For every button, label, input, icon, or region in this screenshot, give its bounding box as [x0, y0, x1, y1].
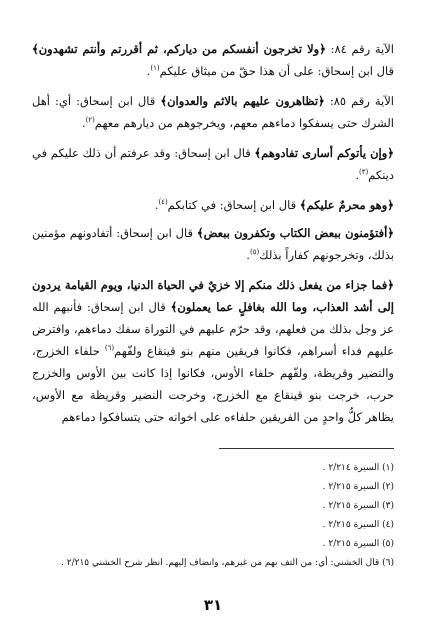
paragraph-verse-85 [32, 90, 394, 134]
sentence-end: . [146, 64, 151, 78]
commentary-text: قال ابن إسحاق: في كتابكم [167, 198, 300, 212]
footnote-4: (٤) السيرة ٢/٢١٥ . [322, 520, 394, 530]
footnote-5: (٥) السيرة ٢/٢١٥ . [322, 539, 394, 549]
quran-quote: ﴿ولا تخرجون أنفسكم من دياركم، ثم أقررتم وأنتم تشهدون﴾ [32, 42, 326, 56]
footnote-ref: (٥) [249, 248, 260, 257]
sentence-end: . [154, 198, 159, 212]
quran-quote: ﴿تظاهرون عليهم بالاثم والعدوان﴾ [160, 94, 325, 108]
commentary-text: قال ابن إسحاق: أتفادونهم مؤمنين بذلك، وتخرجونهم كفاراً بذلك [32, 226, 394, 262]
commentary-text: قال ابن إسحاق: فأنبهم الله عز وجل بذلك من فعلهم، وقد حرّم عليهم في التوراة سفك دماءهم، وافترض عليهم فداء أسراهم، فكانوا فريقين منهم بنو قينقاع ولفّهم [32, 300, 394, 358]
sentence-end: . [355, 168, 359, 182]
footnotes [32, 459, 394, 573]
quran-quote: ﴿وهو محرمٌ عليكم﴾ [299, 198, 394, 212]
paragraph-believe-part [32, 222, 394, 266]
footnote-ref: (٣) [358, 168, 369, 177]
footnote-6: (٦) قال الخشني: أي: من التف بهم من غيرهم، وانضاف إليهم. انظر شرح الخشني ٢/٢١٥ . [61, 558, 394, 568]
footnote-2: (٢) السيرة ٢/٢١٥ . [322, 482, 394, 492]
footnote-3: (٣) السيرة ٢/٢١٥ . [322, 501, 394, 511]
quran-quote: ﴿أفتؤمنون ببعض الكتاب وتكفرون ببعض﴾ [196, 226, 395, 240]
verse-label: الآية رقم ٨٥: [324, 94, 394, 108]
footnote-divider [219, 448, 394, 449]
quran-quote: ﴿وإن يأتوكم أسارى تفادوهم﴾ [254, 146, 394, 160]
footnote-ref: (٢) [85, 116, 95, 125]
paragraph-captives [32, 142, 394, 186]
quran-quote: ﴿فما جزاء من يفعل ذلك منكم إلا خزيٌ في الحياة الدنيا، ويوم القيامة يردون إلى أشد العذاب، وما الله بغافلٍ عما يعملون﴾ [32, 278, 394, 314]
paragraph-forbidden [32, 194, 394, 216]
verse-label: الآية رقم ٨٤: [325, 42, 394, 56]
footnote-ref: (٤) [158, 198, 168, 207]
commentary-text: قال ابن إسحاق: على أن هذا حقّ من ميثاق عليكم [159, 64, 394, 78]
sentence-end: . [81, 116, 86, 130]
footnote-1: (١) السيرة ٢/٢١٤ . [322, 463, 394, 473]
sentence-end: . [246, 248, 250, 262]
paragraph-verse-84 [32, 38, 394, 82]
paragraph-recompense [32, 274, 394, 428]
commentary-text: قال ابن إسحاق: أي: أهل الشرك حتى يسفكوا دماءهم معهم، ويخرجوهم من ديارهم معهم [32, 94, 394, 130]
footnote-ref: (٦) [104, 344, 115, 353]
commentary-continued: حلفاء الخزرج، والنضير وقريظة، ولفّهم حلفاء الأوس، فكانوا إذا كانت بين الأوس والخزرج حرب، خرجت بنو قينقاع مع الخزرج، وخرجت النضير وقريظة مع الأوس، يظاهر كلُّ واحدٍ من الفريقين حلفاءه على اخوانه حتى يتسافكوا دماءهم [32, 344, 394, 424]
commentary-text: قال ابن إسحاق: وقد عرفتم أن ذلك عليكم في دينكم [32, 146, 394, 182]
page-number: ٣١ [203, 596, 223, 614]
footnote-ref: (١) [150, 64, 160, 73]
